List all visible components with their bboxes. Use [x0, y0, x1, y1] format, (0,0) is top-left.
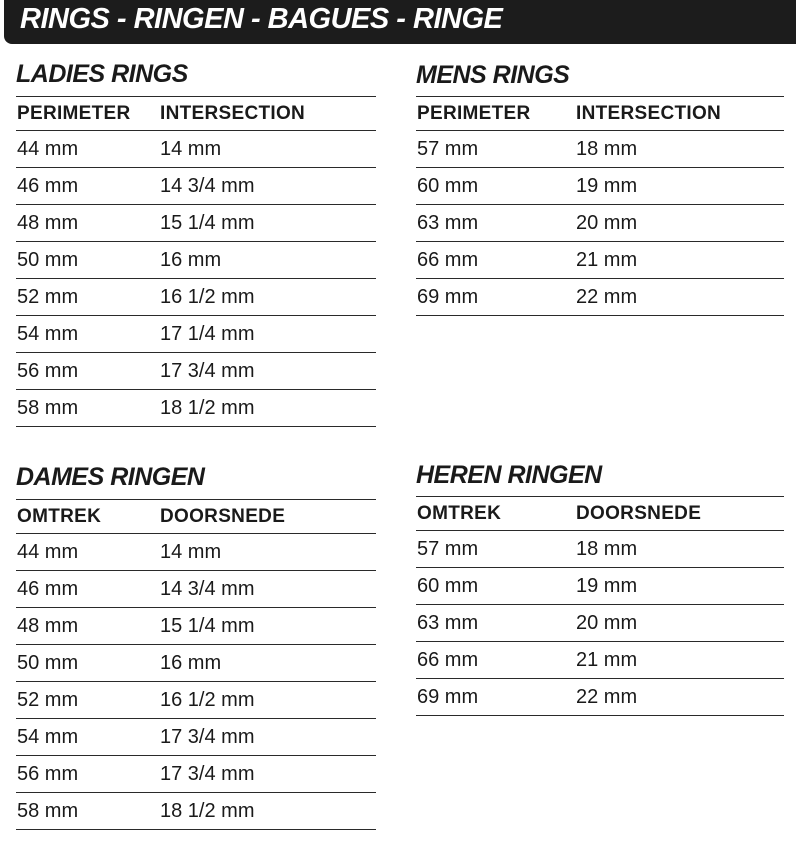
perimeter-cell: 52 mm [17, 286, 79, 308]
intersection-cell: 20 mm [576, 612, 638, 634]
table-row [16, 316, 376, 353]
table-row [16, 279, 376, 316]
perimeter-cell: 66 mm [417, 649, 479, 671]
table-row [16, 793, 376, 830]
perimeter-cell: 63 mm [417, 212, 479, 234]
intersection-cell: 15 1/4 mm [160, 212, 255, 234]
column-header: DOORSNEDE [576, 503, 702, 524]
intersection-cell: 18 1/2 mm [160, 800, 255, 822]
table-row [416, 168, 784, 205]
table-row [416, 279, 784, 316]
table-row [16, 608, 376, 645]
perimeter-cell: 60 mm [417, 175, 479, 197]
intersection-cell: 18 mm [576, 538, 638, 560]
perimeter-cell: 46 mm [17, 578, 79, 600]
column-header: PERIMETER [17, 103, 131, 124]
dames-ringen-table [16, 499, 376, 830]
table-row [416, 242, 784, 279]
intersection-cell: 21 mm [576, 649, 638, 671]
table-row [16, 682, 376, 719]
intersection-cell: 19 mm [576, 175, 638, 197]
table-row [416, 205, 784, 242]
perimeter-cell: 44 mm [17, 138, 79, 160]
table-row [16, 168, 376, 205]
perimeter-cell: 66 mm [417, 249, 479, 271]
perimeter-cell: 50 mm [17, 652, 79, 674]
intersection-cell: 16 1/2 mm [160, 286, 255, 308]
intersection-cell: 17 3/4 mm [160, 726, 255, 748]
table-header-row [16, 499, 376, 534]
intersection-cell: 22 mm [576, 686, 638, 708]
banner-title: RINGS - RINGEN - BAGUES - RINGE [20, 3, 503, 35]
perimeter-cell: 69 mm [417, 286, 479, 308]
intersection-cell: 17 1/4 mm [160, 323, 255, 345]
column-header: PERIMETER [417, 103, 531, 124]
column-header: DOORSNEDE [160, 506, 286, 527]
table-row [16, 131, 376, 168]
perimeter-cell: 54 mm [17, 726, 79, 748]
intersection-cell: 14 mm [160, 541, 222, 563]
intersection-cell: 17 3/4 mm [160, 763, 255, 785]
column-header: INTERSECTION [576, 103, 722, 124]
column-header: OMTREK [417, 503, 502, 524]
ladies-rings-table [16, 96, 376, 427]
perimeter-cell: 60 mm [417, 575, 479, 597]
intersection-cell: 15 1/4 mm [160, 615, 255, 637]
table-row [16, 645, 376, 682]
intersection-cell: 16 1/2 mm [160, 689, 255, 711]
perimeter-cell: 52 mm [17, 689, 79, 711]
table-row [16, 756, 376, 793]
intersection-cell: 14 3/4 mm [160, 578, 255, 600]
intersection-cell: 22 mm [576, 286, 638, 308]
table-row [16, 534, 376, 571]
intersection-cell: 18 mm [576, 138, 638, 160]
table-row [16, 205, 376, 242]
perimeter-cell: 46 mm [17, 175, 79, 197]
intersection-cell: 14 mm [160, 138, 222, 160]
section-title: MENS RINGS [416, 61, 570, 89]
intersection-cell: 21 mm [576, 249, 638, 271]
section-title: HEREN RINGEN [416, 461, 602, 489]
table-row [416, 605, 784, 642]
table-row [16, 353, 376, 390]
table-row [16, 571, 376, 608]
perimeter-cell: 63 mm [417, 612, 479, 634]
intersection-cell: 16 mm [160, 249, 222, 271]
intersection-cell: 17 3/4 mm [160, 360, 255, 382]
intersection-cell: 19 mm [576, 575, 638, 597]
perimeter-cell: 56 mm [17, 360, 79, 382]
table-row [16, 390, 376, 427]
mens-rings-table [416, 96, 784, 316]
intersection-cell: 14 3/4 mm [160, 175, 255, 197]
table-row [416, 568, 784, 605]
intersection-cell: 20 mm [576, 212, 638, 234]
perimeter-cell: 56 mm [17, 763, 79, 785]
perimeter-cell: 58 mm [17, 800, 79, 822]
table-row [416, 642, 784, 679]
heren-ringen-table [416, 496, 784, 716]
perimeter-cell: 57 mm [417, 538, 479, 560]
table-header-row [416, 96, 784, 131]
section-title: DAMES RINGEN [16, 463, 205, 491]
section-title: LADIES RINGS [16, 60, 188, 88]
column-header: OMTREK [17, 506, 102, 527]
perimeter-cell: 57 mm [417, 138, 479, 160]
perimeter-cell: 69 mm [417, 686, 479, 708]
perimeter-cell: 44 mm [17, 541, 79, 563]
perimeter-cell: 48 mm [17, 615, 79, 637]
intersection-cell: 16 mm [160, 652, 222, 674]
table-header-row [16, 96, 376, 131]
table-row [16, 719, 376, 756]
perimeter-cell: 54 mm [17, 323, 79, 345]
intersection-cell: 18 1/2 mm [160, 397, 255, 419]
page-banner [4, 0, 796, 44]
table-row [16, 242, 376, 279]
perimeter-cell: 58 mm [17, 397, 79, 419]
table-row [416, 531, 784, 568]
table-row [416, 131, 784, 168]
perimeter-cell: 48 mm [17, 212, 79, 234]
table-header-row [416, 496, 784, 531]
table-row [416, 679, 784, 716]
perimeter-cell: 50 mm [17, 249, 79, 271]
column-header: INTERSECTION [160, 103, 306, 124]
